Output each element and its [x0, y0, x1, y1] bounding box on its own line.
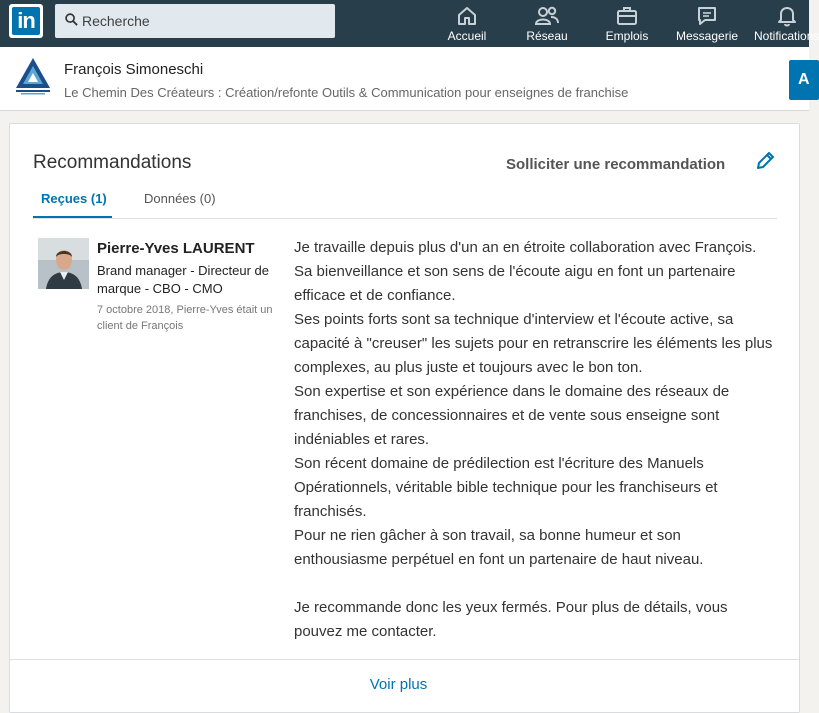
home-icon [445, 5, 489, 27]
recommendations-card [9, 123, 800, 713]
nav-item-label: Messagerie [676, 29, 739, 43]
recommendation-tabs [33, 186, 777, 219]
avatar[interactable] [38, 238, 89, 289]
recommendation-paragraph: Ses points forts sont sa technique d'interview et l'écoute active, sa capacité à "creuser" les sujets pour en retranscrire les éléments les plus complexes, au plus juste et toujours avec le bon ton. [294, 311, 773, 376]
company-logo [12, 55, 54, 97]
recommender-name[interactable]: Pierre-Yves LAURENT [97, 240, 255, 257]
profile-headline: Le Chemin Des Créateurs : Création/refonte Outils & Communication pour enseignes de franchise [64, 85, 629, 100]
search-bar[interactable] [55, 4, 335, 38]
divider [10, 659, 799, 660]
recommendation-paragraph: Pour ne rien gâcher à son travail, sa bonne humeur et son enthousiasme perpétuel en font un partenaire de haut niveau. [294, 527, 704, 568]
linkedin-logo[interactable] [9, 4, 43, 38]
see-more-button[interactable]: Voir plus [369, 676, 428, 693]
nav-item-label: Accueil [447, 29, 487, 43]
search-icon [65, 13, 78, 31]
profile-name: François Simoneschi [64, 61, 204, 78]
network-icon [524, 5, 570, 27]
recommendation-paragraph: Son récent domaine de prédilection est l'écriture des Manuels Opérationnels, véritable bible technique pour les franchiseurs et franchisés. [294, 455, 718, 520]
nav-item-jobs[interactable] [604, 2, 650, 45]
profile-header-bar [0, 47, 809, 111]
nav-item-label: Notifications [754, 29, 819, 43]
linkedin-logo-text: in [12, 7, 40, 35]
recommender-title: Brand manager - Directeur de marque - CBO - CMO [97, 263, 269, 296]
nav-item-label: Emplois [605, 29, 649, 43]
tab-received[interactable]: Reçues (1) [41, 191, 107, 206]
recommendation-paragraph: Je travaille depuis plus d'un an en étroite collaboration avec François. Sa bienveillance et son sens de l'écoute aigu en font un partenaire efficace et de confiance. [294, 239, 757, 304]
nav-item-home[interactable] [445, 2, 489, 45]
nav-item-notifications[interactable] [754, 2, 819, 45]
nav-item-messaging[interactable] [676, 2, 738, 45]
recommendation-paragraph: Je recommande donc les yeux fermés. Pour plus de détails, vous pouvez me contacter. [294, 599, 728, 640]
nav-item-network[interactable] [524, 2, 570, 45]
section-title: Recommandations [33, 152, 192, 173]
briefcase-icon [604, 5, 650, 27]
bell-icon [755, 5, 809, 27]
recommendation-meta: 7 octobre 2018, Pierre-Yves était un client de François [97, 304, 273, 332]
recommendation-paragraph: Son expertise et son expérience dans le domaine des réseaux de franchises, de concessionnaires et de vente sous enseigne sont indéniables et rares. [294, 383, 730, 448]
nav-item-label: Réseau [526, 29, 568, 43]
pencil-icon[interactable] [754, 150, 776, 177]
solicit-recommendation-link[interactable]: Solliciter une recommandation [506, 156, 726, 173]
top-navigation [0, 0, 819, 47]
profile-action-button[interactable]: A [789, 60, 819, 100]
messaging-icon [676, 5, 738, 27]
recommendation-text [294, 236, 774, 644]
active-tab-indicator [33, 216, 112, 218]
search-input[interactable] [82, 4, 327, 38]
tab-given[interactable]: Données (0) [144, 191, 216, 206]
